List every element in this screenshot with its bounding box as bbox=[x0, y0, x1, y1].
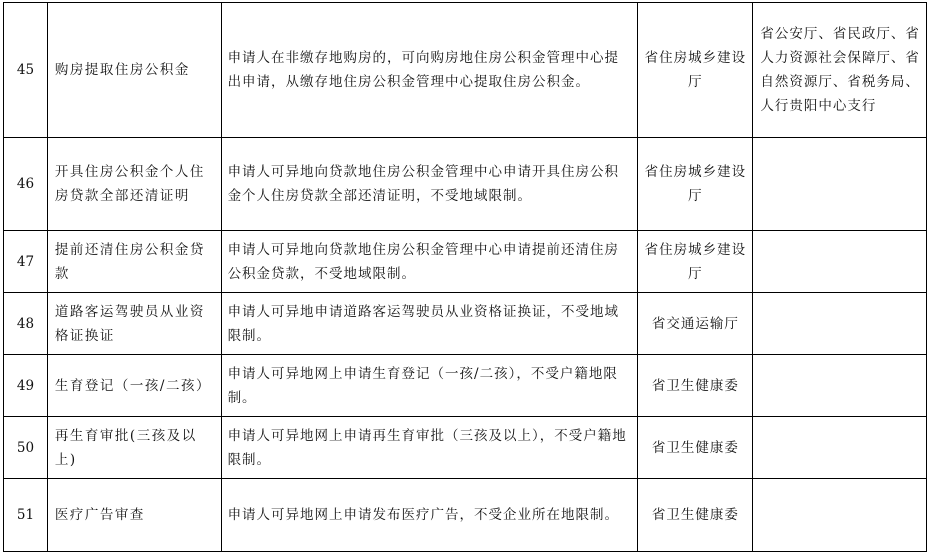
row-number: 45 bbox=[4, 3, 48, 138]
matter-name: 开具住房公积金个人住房贷款全部还清证明 bbox=[47, 138, 221, 231]
matters-table bbox=[3, 2, 927, 552]
lead-department: 省住房城乡建设厅 bbox=[638, 231, 753, 293]
table-row bbox=[4, 355, 927, 417]
matter-description: 申请人可异地网上申请再生育审批（三孩及以上），不受户籍地限制。 bbox=[221, 417, 638, 479]
table-row bbox=[4, 138, 927, 231]
matter-name: 生育登记（一孩/二孩） bbox=[47, 355, 221, 417]
cooperating-departments bbox=[753, 231, 927, 293]
row-number: 47 bbox=[4, 231, 48, 293]
matter-description: 申请人可异地网上申请生育登记（一孩/二孩），不受户籍地限制。 bbox=[221, 355, 638, 417]
lead-department: 省卫生健康委 bbox=[638, 479, 753, 552]
matter-name: 道路客运驾驶员从业资格证换证 bbox=[47, 293, 221, 355]
table-row bbox=[4, 293, 927, 355]
row-number: 48 bbox=[4, 293, 48, 355]
matter-description: 申请人可异地向贷款地住房公积金管理中心申请开具住房公积金个人住房贷款全部还清证明，不受地域限制。 bbox=[221, 138, 638, 231]
table-row bbox=[4, 417, 927, 479]
row-number: 46 bbox=[4, 138, 48, 231]
cooperating-departments: 省公安厅、省民政厅、省人力资源社会保障厅、省自然资源厅、省税务局、人行贵阳中心支行 bbox=[753, 3, 927, 138]
matter-description: 申请人可异地网上申请发布医疗广告，不受企业所在地限制。 bbox=[221, 479, 638, 552]
cooperating-departments bbox=[753, 138, 927, 231]
row-number: 50 bbox=[4, 417, 48, 479]
matter-name: 购房提取住房公积金 bbox=[47, 3, 221, 138]
lead-department: 省交通运输厅 bbox=[638, 293, 753, 355]
cooperating-departments bbox=[753, 293, 927, 355]
matter-name: 医疗广告审查 bbox=[47, 479, 221, 552]
cooperating-departments bbox=[753, 355, 927, 417]
cooperating-departments bbox=[753, 479, 927, 552]
lead-department: 省住房城乡建设厅 bbox=[638, 138, 753, 231]
matter-name: 再生育审批(三孩及以上) bbox=[47, 417, 221, 479]
row-number: 51 bbox=[4, 479, 48, 552]
lead-department: 省卫生健康委 bbox=[638, 417, 753, 479]
matter-description: 申请人可异地申请道路客运驾驶员从业资格证换证，不受地域限制。 bbox=[221, 293, 638, 355]
row-number: 49 bbox=[4, 355, 48, 417]
lead-department: 省卫生健康委 bbox=[638, 355, 753, 417]
matter-description: 申请人可异地向贷款地住房公积金管理中心申请提前还清住房公积金贷款，不受地域限制。 bbox=[221, 231, 638, 293]
table-row bbox=[4, 479, 927, 552]
lead-department: 省住房城乡建设厅 bbox=[638, 3, 753, 138]
table-row bbox=[4, 231, 927, 293]
matter-description: 申请人在非缴存地购房的，可向购房地住房公积金管理中心提出申请，从缴存地住房公积金管理中心提取住房公积金。 bbox=[221, 3, 638, 138]
matter-name: 提前还清住房公积金贷款 bbox=[47, 231, 221, 293]
cooperating-departments bbox=[753, 417, 927, 479]
table-row bbox=[4, 3, 927, 138]
